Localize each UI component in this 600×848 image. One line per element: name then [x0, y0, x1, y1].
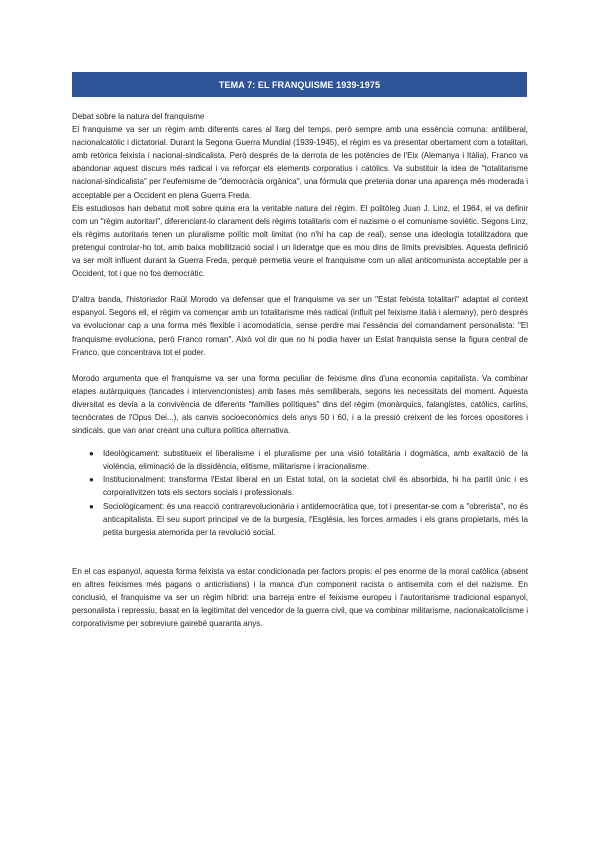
document-body [72, 110, 528, 630]
list-item [72, 447, 528, 473]
list-item-text: Ideològicament: substitueix el liberalisme i el pluralisme per una visió totalitària i dogmàtica, amb exaltació de la violència, eliminació de la dissidència, elitisme, militarisme i irracionalisme. [103, 449, 528, 472]
paragraph: D'altra banda, l'historiador Raül Morodo va defensar que el franquisme va ser un "Estat feixista totalitari" adaptat al context espanyol. Segons ell, el règim va començar amb un totalitarisme més radical (influït pel feixisme italià i alemany), però després va evolucionar cap a una forma més flexible i acomodatícia, sense perdre mai l'essència del comandament personalista: "El franquisme evoluciona, però Franco roman". Això vol dir que no hi podia haver un Estat franquista sense la figura central de Franco, que concentrava tot el poder. [72, 295, 528, 357]
spacer [72, 552, 528, 565]
list-item-text: Institucionalment: transforma l'Estat liberal en un Estat total, on la societat civil és absorbida, hi ha partit únic i es corporativitzen tots els sectors socials i professionals. [103, 475, 528, 498]
bullet-list [72, 447, 528, 539]
page-title: TEMA 7: EL FRANQUISME 1939-1975 [218, 79, 381, 90]
bullet-marker: ● [89, 449, 94, 459]
conclusion-paragraph: En el cas espanyol, aquesta forma feixista va estar condicionada per factors propis: el pes enorme de la moral catòlica (absent en altres feixismes més pagans o anticristians) i la manca d'un component racista o antisemita com el del nazisme. En conclusió, el franquisme va ser un règim híbrid: una barreja entre el feixisme europeu i l'autoritarisme tradicional espanyol, personalista i repressiu, basat en la legitimitat del vencedor de la guerra civil, que va combinar militarisme, nacionalcatolicisme i corporativisme per sobreviure gairebé quaranta anys. [72, 566, 528, 629]
paragraph: Morodo argumenta que el franquisme va ser una forma peculiar de feixisme dins d'una economia capitalista. Va combinar etapes autàrquiques (tancades i intervencionistes) amb fases més semiliberals, segons les necessitats del moment. Aquesta diversitat es devia a la convivència de diferents "famílies polítiques" dins del règim (monàrquics, falangistes, catòlics, carlins, tecnòcrates de l'Opus Dei...), als canvis socioeconòmics dels anys 50 i 60, i a la pressió creixent de les forces opositores i sindicals, que van anar creant una cultura política alternativa. [72, 373, 528, 436]
list-item [72, 473, 528, 499]
spacer [72, 280, 528, 293]
list-item-text: Sociològicament: és una reacció contrarevolucionària i antidemocràtica que, tot i presentar-se com a "obrerista", no és anticapitalista. El seu suport principal ve de la burgesia, l'Església, les forces armades i els grans propietaris, més la petita burgesia atemorida per la revolució social. [103, 501, 528, 537]
title-banner [72, 72, 527, 97]
spacer [72, 359, 528, 372]
paragraph: Els estudiosos han debatut molt sobre quina era la veritable natura del règim. El politòleg Juan J. Linz, el 1964, el va definir com un "règim autoritari", diferenciant-lo clarament dels règims totalitaris com el nazisme o el comunisme soviètic. Segons Linz, els règims autoritaris tenen un pluralisme polític molt limitat (no n'hi ha cap de real), sense una ideologia totalitzadora que pretengui controlar-ho tot, amb baixa mobilització social i un lideratge que es mou dins de límits previsibles. Aquesta definició va ser molt influent durant la Guerra Freda, perquè permetia veure el franquisme com un aliat anticomunista acceptable per a Occident, tot i que no fos democràtic. [72, 203, 528, 279]
spacer [72, 539, 528, 552]
spacer [72, 437, 528, 447]
paragraph: El franquisme va ser un règim amb diferents cares al llarg del temps, però sempre amb una essència comuna: antiliberal, nacionalcatòlic i dictatorial. Durant la Segona Guerra Mundial (1939-1945), el règim es va presentar obertament com a totalitari, amb retòrica feixista i nacional-sindicalista. Però després de la derrota de les potències de l'Eix (Alemanya i Itàlia), Franco va abandonar aquest discurs més radical i va reforçar els elements corporatius i catòlics. Va substituir la idea de "totalitarisme nacional-sindicalista" per l'eufemisme de "democràcia orgànica", una fórmula que pretenia donar una aparença més moderada i acceptable per a Occident en plena Guerra Freda. [72, 125, 528, 200]
bullet-marker: ● [89, 475, 94, 485]
bullet-marker: ● [89, 501, 94, 511]
section-heading: Debat sobre la natura del franquisme [72, 112, 205, 121]
list-item [72, 500, 528, 539]
